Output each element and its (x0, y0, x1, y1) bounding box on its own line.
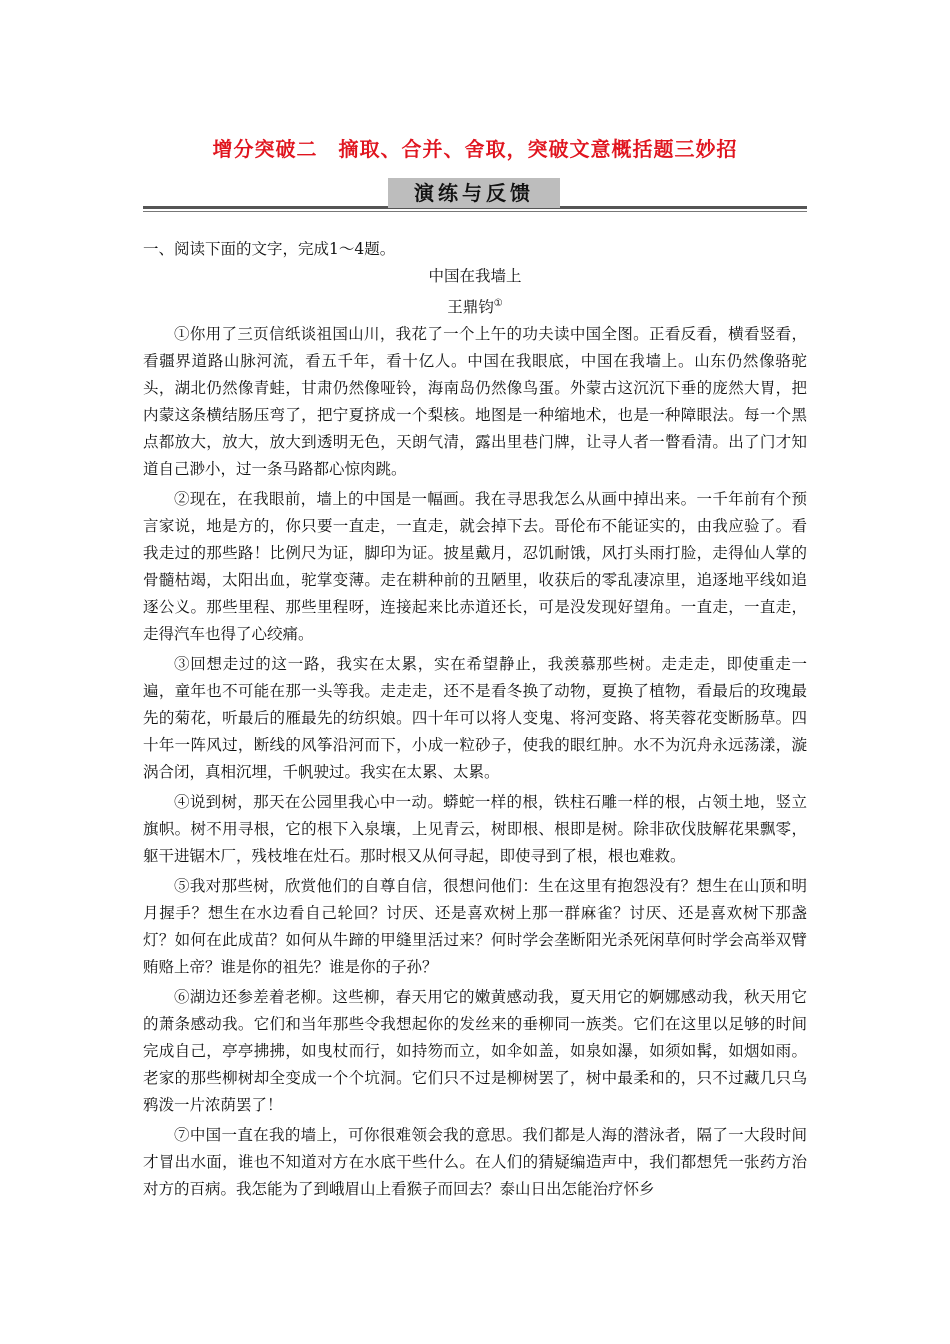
article-author (143, 290, 807, 321)
paragraph-7: ⑦中国一直在我的墙上，可你很难领会我的意思。我们都是人海的潜泳者，隔了一大段时间才冒出水面，谁也不知道对方在水底干些什么。在人们的猜疑编造声中，我们都想凭一张药方治对方的百病。我怎能为了到峨眉山上看猴子而回去？泰山日出怎能治疗怀乡 (143, 1126, 807, 1199)
banner-rule-thin (143, 211, 807, 212)
paragraph-6: ⑥湖边还参差着老柳。这些柳，春天用它的嫩黄感动我，夏天用它的婀娜感动我，秋天用它的萧条感动我。它们和当年那些令我想起你的发丝来的垂柳同一族类。它们在这里以足够的时间完成自己，亭亭拂拂，如曳杖而行，如持笏而立，如伞如盖，如泉如瀑，如须如髯，如烟如雨。老家的那些柳树却全变成一个个坑洞。它们只不过是柳树罢了，树中最柔和的，只不过藏几只乌鸦泼一片浓荫罢了！ (143, 988, 807, 1115)
footnote-marker: ① (493, 298, 503, 309)
page-title: 增分突破二 摘取、合并、舍取，突破文意概括题三妙招 (212, 137, 738, 161)
banner-label: 演练与反馈 (388, 178, 560, 208)
paragraph-4: ④说到树，那天在公园里我心中一动。蟒蛇一样的根，铁柱石雕一样的根，占领土地，竖立旗帜。树不用寻根，它的根下入泉壤，上见青云，树即根、根即是树。除非砍伐肢解花果飘零，躯干进锯木厂，残枝堆在灶石。那时根又从何寻起，即使寻到了根，根也难救。 (143, 793, 807, 866)
paragraph-3: ③回想走过的这一路，我实在太累，实在希望静止，我羡慕那些树。走走走，即使重走一遍，童年也不可能在那一头等我。走走走，还不是看冬换了动物，夏换了植物，看最后的玫瑰最先的菊花，听最后的雁最先的纺织娘。四十年可以将人变鬼、将河变路、将芙蓉花变断肠草。四十年一阵风过，断线的风筝沿河而下，小成一粒砂子，使我的眼红肿。水不为沉舟永远荡漾，漩涡合闭，真相沉埋，千帆驶过。我实在太累、太累。 (143, 655, 807, 782)
paragraph-5: ⑤我对那些树，欣赏他们的自尊自信，很想问他们：生在这里有抱怨没有？想生在山顶和明月握手？想生在水边看自己轮回？讨厌、还是喜欢树上那一群麻雀？讨厌、还是喜欢树下那盏灯？如何在此成苗？如何从牛蹄的甲缝里活过来？何时学会垄断阳光杀死闲草何时学会高举双臂贿赂上帝？谁是你的祖先？谁是你的子孙？ (143, 877, 807, 977)
paragraph-2: ②现在，在我眼前，墙上的中国是一幅画。我在寻思我怎么从画中掉出来。一千年前有个预言家说，地是方的，你只要一直走，一直走，就会掉下去。哥伦布不能证实的，由我应验了。看我走过的那些路！比例尺为证，脚印为证。披星戴月，忍饥耐饿，风打头雨打脸，走得仙人掌的骨髓枯竭，太阳出血，驼掌变薄。走在耕种前的丑陋里，收获后的零乱凄凉里，追逐地平线如追逐公义。那些里程、那些里程呀，连接起来比赤道还长，可是没发现好望角。一直走，一直走，走得汽车也得了心绞痛。 (143, 490, 807, 644)
section-banner (143, 178, 807, 214)
document-body (143, 236, 807, 1206)
question-instruction: 一、阅读下面的文字，完成1～4题。 (143, 240, 396, 258)
author-name: 王鼎钧 (447, 298, 494, 317)
paragraph-1: ①你用了三页信纸谈祖国山川，我花了一个上午的功夫读中国全图。正看反看，横看竖看，看疆界道路山脉河流，看五千年，看十亿人。中国在我眼底，中国在我墙上。山东仍然像骆驼头，湖北仍然像青蛙，甘肃仍然像哑铃，海南岛仍然像鸟蛋。外蒙古这沉沉下垂的庞然大胃，把内蒙这条横结肠压弯了，把宁夏挤成一个梨核。地图是一种缩地术，也是一种障眼法。每一个黑点都放大，放大，放大到透明无色，天朗气清，露出里巷门牌，让寻人者一瞥看清。出了门才知道自己渺小，过一条马路都心惊肉跳。 (143, 325, 807, 479)
article-title: 中国在我墙上 (428, 267, 522, 285)
